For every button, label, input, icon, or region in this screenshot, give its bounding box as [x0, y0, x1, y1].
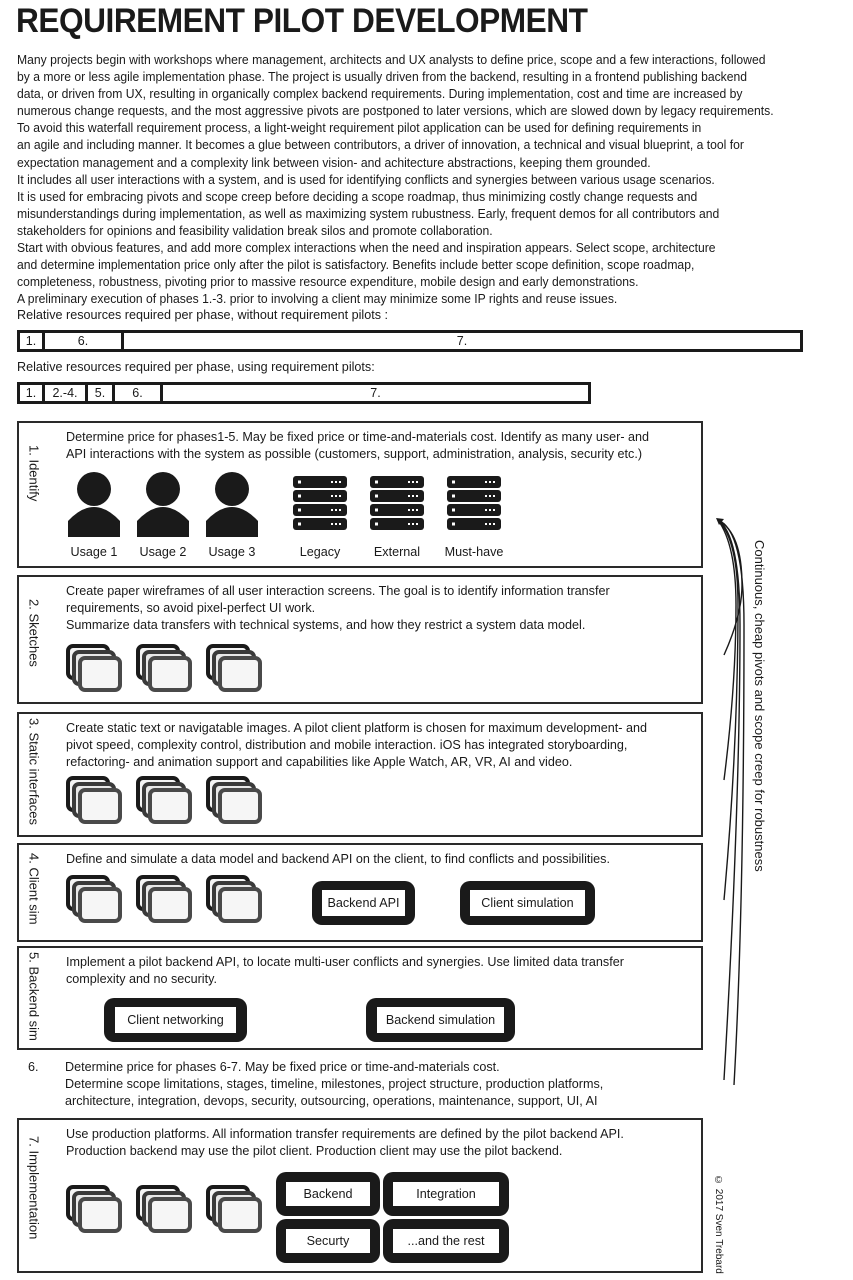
desc-line: Summarize data transfers with technical systems, and how they restrict a system data model.: [66, 618, 586, 632]
module-security: [276, 1219, 380, 1263]
server-icon: [293, 476, 347, 532]
screen-stack-icon: [66, 1185, 128, 1241]
phase-label: 1. Identify: [26, 445, 42, 502]
intro-line: numerous change requests, and the most aggressive pivots are postponed to later versions, which are slowed down by legacy requirements.: [17, 104, 774, 119]
phase-static-interfaces: [17, 712, 703, 837]
screens-row: [66, 875, 276, 931]
desc-line: Determine price for phases 6-7. May be fixed price or time-and-materials cost.: [65, 1060, 500, 1074]
desc-line: Determine scope limitations, stages, timeline, milestones, project structure, production platforms,: [65, 1077, 604, 1091]
module-label: Client simulation: [470, 890, 585, 916]
intro-line: A preliminary execution of phases 1.-3. prior to involving a client may minimize some IP rights and reuse issues.: [17, 292, 618, 307]
page-title: REQUIREMENT PILOT DEVELOPMENT: [16, 2, 588, 40]
user-label: Usage 3: [208, 545, 256, 559]
desc-line: Create paper wireframes of all user interaction screens. The goal is to identify information transfer: [66, 584, 610, 598]
phase-description: [66, 583, 696, 634]
phase-number: 6.: [28, 1060, 39, 1074]
phase-description: [66, 954, 696, 988]
intro-line: by a more or less agile implementation phase. The project is usually driven from the backend, resulting in a frontend publishing backend: [17, 70, 748, 85]
resources-without-bar: [17, 330, 803, 352]
resource-segment: 7.: [124, 333, 800, 349]
phase-label: 7. Implementation: [26, 1136, 42, 1240]
intro-line: data, or driven from UX, resulting in organically complex backend requirements. During implementation, cost and time are increased by: [17, 87, 743, 102]
screen-stack-icon: [66, 776, 128, 832]
screen-stack-icon: [66, 875, 128, 931]
pivot-arrows-icon: [700, 505, 750, 1085]
intro-line: completeness, robustness, pivoting prior to massive resource expenditure, mobile design and early demonstrations.: [17, 275, 639, 290]
resource-segment: 6.: [115, 385, 160, 401]
user-usage-1: [66, 471, 122, 559]
user-usage-3: [204, 471, 260, 559]
intro-line: expectation management and a complexity link between vision- and achitecture abstractions, keeping them grounded.: [17, 155, 651, 170]
system-label: External: [373, 545, 421, 559]
module-backend-simulation: [366, 998, 515, 1042]
intro-line: Start with obvious features, and add more complex interactions when the need and inspiration appears. Select scope, architecture: [17, 241, 716, 256]
module-label: Securty: [286, 1229, 370, 1253]
phase-sketches: [17, 575, 703, 704]
module-integration: [383, 1172, 509, 1216]
desc-line: Define and simulate a data model and backend API on the client, to find conflicts and possibilities.: [66, 852, 610, 866]
desc-line: refactoring- and animation support and capabilities like Apple Watch, AR, VR, AI and video.: [66, 755, 573, 769]
screen-stack-icon: [136, 875, 198, 931]
phase-label: 3. Static interfaces: [26, 718, 42, 825]
system-external: [367, 476, 427, 559]
resource-segment: 7.: [163, 385, 588, 401]
phase-description: [66, 429, 696, 463]
system-legacy: [290, 476, 350, 559]
resource-segment: 2.-4.: [45, 385, 85, 401]
phase-description: [66, 1126, 696, 1160]
phase-label: 4. Client sim: [26, 853, 42, 925]
person-icon: [136, 471, 190, 537]
screens-row: [66, 776, 276, 832]
server-icon: [447, 476, 501, 532]
module-label: Backend API: [322, 890, 405, 916]
intro-line: and determine implementation price only after the pilot is satisfactory. Benefits include better scope definition, scope roadmap,: [17, 258, 695, 273]
module-label: Client networking: [115, 1007, 236, 1033]
screen-stack-icon: [206, 1185, 268, 1241]
intro-line: misunderstandings during implementation, as well as maximizing system rubustness. Early, frequent demos for all contributors and: [17, 206, 720, 221]
intro-line: It is used for embracing pivots and scope creep before deciding a scope roadmap, thus minimizing costly change requests and: [17, 189, 698, 204]
system-label: Legacy: [299, 545, 341, 559]
module-backend: [276, 1172, 380, 1216]
intro-text: [17, 52, 847, 308]
module-and-the-rest: [383, 1219, 509, 1263]
module-label: ...and the rest: [393, 1229, 499, 1253]
resource-segment: 6.: [45, 333, 121, 349]
screen-stack-icon: [206, 644, 268, 700]
resources-with-label: Relative resources required per phase, using requirement pilots:: [17, 360, 375, 374]
module-client-networking: [104, 998, 247, 1042]
resources-with-bar: [17, 382, 591, 404]
screen-stack-icon: [136, 776, 198, 832]
system-must-have: [444, 476, 504, 559]
actors-row: [66, 471, 521, 559]
screen-stack-icon: [206, 875, 268, 931]
phase-description: [66, 851, 696, 868]
system-label: Must-have: [444, 545, 504, 559]
desc-line: complexity and no security.: [66, 972, 217, 986]
module-label: Backend simulation: [377, 1007, 504, 1033]
module-client-simulation: [460, 881, 595, 925]
resources-without-label: Relative resources required per phase, without requirement pilots :: [17, 308, 389, 322]
desc-line: Determine price for phases1-5. May be fixed price or time-and-materials cost. Identify as many user- and: [66, 430, 650, 444]
desc-line: Implement a pilot backend API, to locate multi-user conflicts and synergies. Use limited data transfer: [66, 955, 624, 969]
phase-implementation: [17, 1118, 703, 1273]
phase-label: 2. Sketches: [26, 599, 42, 667]
desc-line: Use production platforms. All information transfer requirements are defined by the pilot backend API.: [66, 1127, 624, 1141]
desc-line: API interactions with the system as possible (customers, support, administration, analysis, security etc.): [66, 447, 643, 461]
screen-stack-icon: [206, 776, 268, 832]
phase-backend-sim: [17, 946, 703, 1050]
phase-label: 5. Backend sim: [26, 952, 42, 1041]
intro-line: an agile and including manner. It becomes a glue between contributors, a driver of innovation, a technical and visual blueprint, a tool for: [17, 138, 744, 153]
screens-row: [66, 1185, 276, 1241]
intro-line: To avoid this waterfall requirement process, a light-weight requirement pilot application can be used for defining requirements in: [17, 121, 702, 136]
desc-line: requirements, so avoid pixel-perfect UI work.: [66, 601, 316, 615]
desc-line: pivot speed, complexity control, distribution and mobile interaction. iOS has integrated storyboarding,: [66, 738, 628, 752]
person-icon: [67, 471, 121, 537]
intro-line: Many projects begin with workshops where management, architects and UX analysts to define price, scope and a few interactions, followed: [17, 53, 766, 67]
person-icon: [205, 471, 259, 537]
screen-stack-icon: [66, 644, 128, 700]
phase-description: [66, 720, 696, 771]
user-usage-2: [135, 471, 191, 559]
user-label: Usage 1: [70, 545, 118, 559]
intro-line: It includes all user interactions with a system, and is used for identifying conflicts and synergies between various usage scenarios.: [17, 172, 715, 187]
module-backend-api: [312, 881, 415, 925]
phase-identify: [17, 421, 703, 568]
resource-segment: 1.: [20, 385, 42, 401]
copyright: © 2017 Sven Trebard: [713, 1175, 724, 1274]
phase-description: [65, 1059, 603, 1110]
pivot-loop-label: Continuous, cheap pivots and scope creep for robustness: [752, 540, 767, 872]
desc-line: Create static text or navigatable images. A pilot client platform is chosen for maximum development- and: [66, 721, 647, 735]
screen-stack-icon: [136, 644, 198, 700]
screen-stack-icon: [136, 1185, 198, 1241]
resource-segment: 1.: [20, 333, 42, 349]
desc-line: architecture, integration, devops, security, outsourcing, operations, maintenance, support, UI, AI: [65, 1094, 598, 1108]
intro-line: stakeholders for opinions and feasibility validation break silos and promote collaboration.: [17, 223, 493, 238]
screens-row: [66, 644, 276, 700]
server-icon: [370, 476, 424, 532]
desc-line: Production backend may use the pilot client. Production client may use the pilot backend.: [66, 1144, 563, 1158]
phase-client-sim: [17, 843, 703, 942]
user-label: Usage 2: [139, 545, 187, 559]
module-label: Integration: [393, 1182, 499, 1206]
module-label: Backend: [286, 1182, 370, 1206]
resource-segment: 5.: [88, 385, 112, 401]
